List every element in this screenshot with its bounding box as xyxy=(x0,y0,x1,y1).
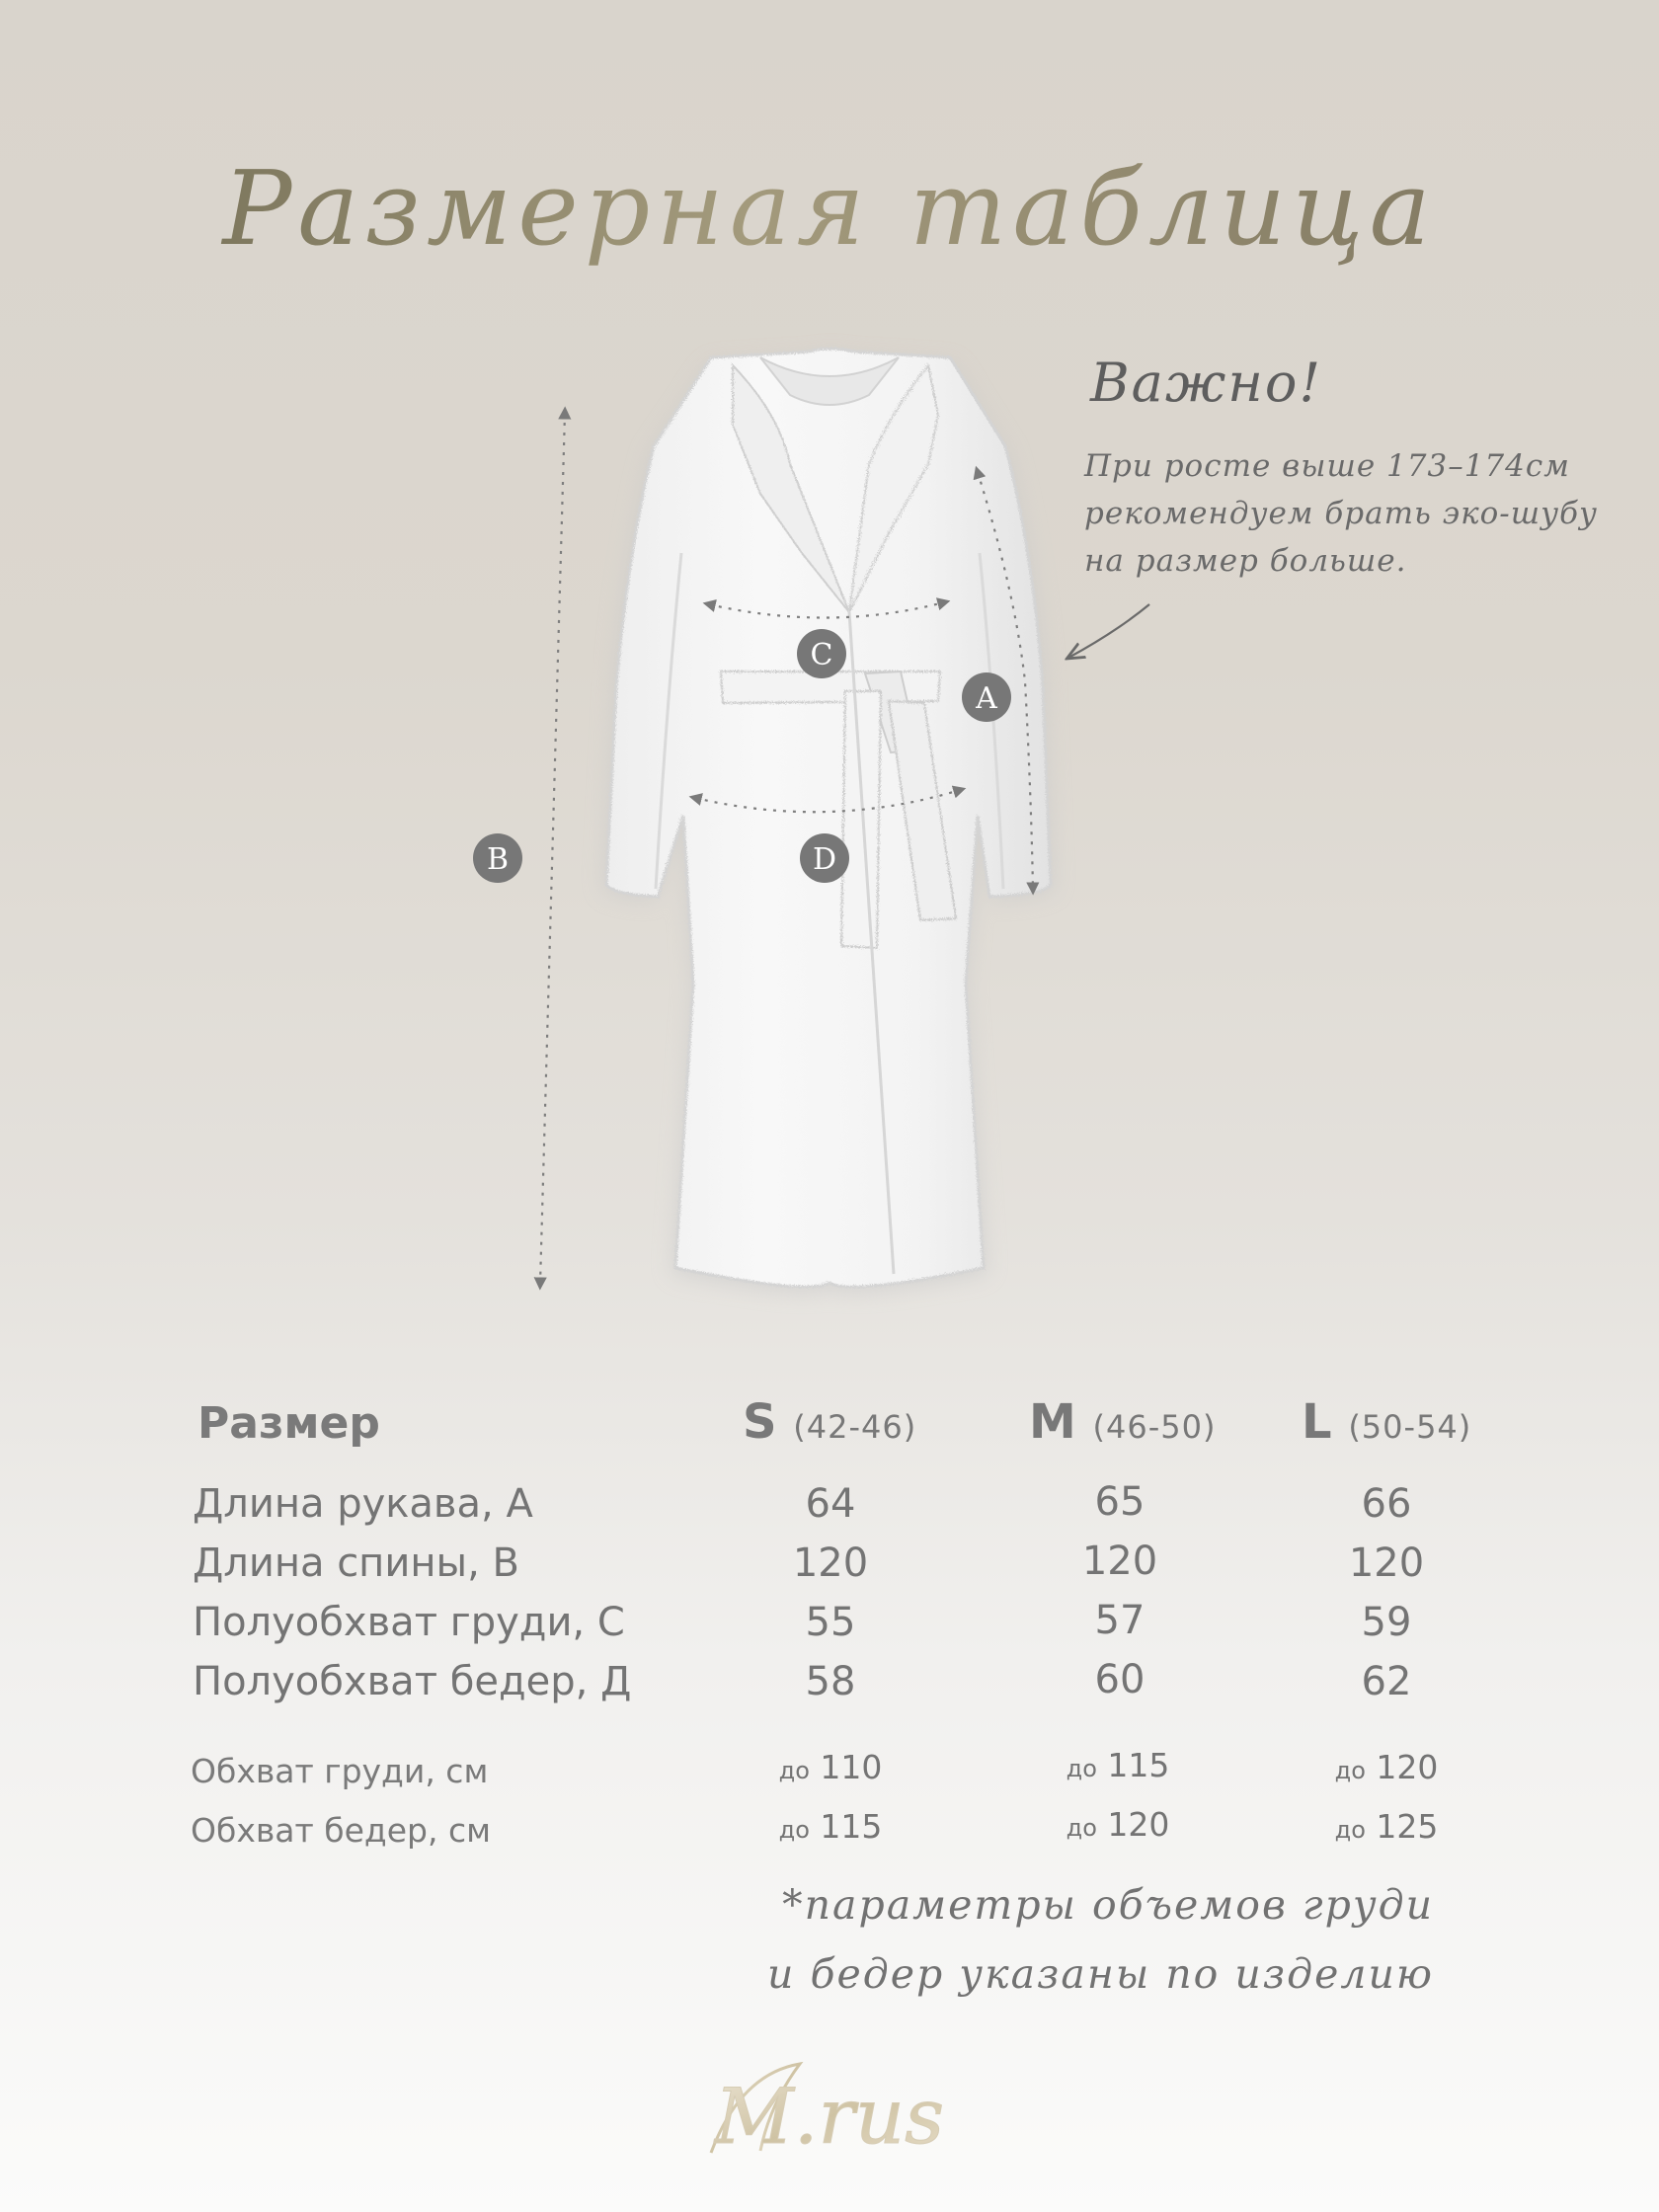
value-prefix: до xyxy=(1066,1755,1097,1782)
svg-text:C: C xyxy=(810,638,833,672)
value-m-chest: 57 xyxy=(1094,1598,1146,1643)
note-line: на размер больше. xyxy=(1084,543,1407,579)
value-number: 115 xyxy=(820,1807,883,1846)
note-arrow xyxy=(1068,604,1149,658)
footnote-line: и бедер указаны по изделию xyxy=(767,1950,1434,1998)
note-text xyxy=(1084,442,1598,585)
coat-shape xyxy=(602,349,1055,1293)
column-size: L xyxy=(1302,1394,1332,1450)
column-header-s xyxy=(743,1394,916,1450)
size-header-label: Размер xyxy=(198,1398,380,1449)
marker-c xyxy=(797,629,846,678)
brand-logo-text: M.rus xyxy=(714,2073,945,2162)
row-label-back-length: Длина спины, В xyxy=(193,1540,519,1586)
value-l-hip-girth xyxy=(1268,1807,1505,1846)
note-line: При росте выше 173–174см xyxy=(1084,448,1570,484)
svg-text:D: D xyxy=(812,842,837,877)
marker-b xyxy=(473,833,522,883)
page-title: Размерная таблица xyxy=(0,148,1659,269)
value-prefix: до xyxy=(778,1816,810,1844)
value-prefix: до xyxy=(1334,1757,1366,1784)
value-s-sleeve: 64 xyxy=(805,1481,856,1527)
column-range: (42-46) xyxy=(793,1408,917,1446)
brand-logo xyxy=(681,2034,978,2182)
value-s-hip-girth xyxy=(712,1807,949,1846)
value-l-chest-girth xyxy=(1268,1748,1505,1786)
value-l-chest: 59 xyxy=(1361,1600,1412,1645)
footnote-line: *параметры объемов груди xyxy=(782,1881,1434,1929)
row-label-half-hip: Полуобхват бедер, Д xyxy=(193,1659,632,1704)
row-label-chest-girth: Обхват груди, см xyxy=(191,1752,489,1790)
value-number: 125 xyxy=(1376,1807,1439,1846)
value-s-chest-girth xyxy=(712,1748,949,1786)
column-size: S xyxy=(743,1394,777,1450)
svg-text:B: B xyxy=(486,842,510,877)
value-m-chest-girth xyxy=(999,1746,1236,1784)
row-label-hip-girth: Обхват бедер, см xyxy=(191,1811,491,1850)
svg-text:A: A xyxy=(976,681,997,716)
value-prefix: до xyxy=(778,1757,810,1784)
marker-a xyxy=(962,672,1011,722)
value-l-back: 120 xyxy=(1348,1540,1425,1586)
footnote xyxy=(767,1870,1434,2009)
value-m-hip-girth xyxy=(999,1805,1236,1844)
value-s-hip: 58 xyxy=(805,1659,856,1704)
value-number: 120 xyxy=(1107,1805,1170,1844)
column-range: (50-54) xyxy=(1348,1408,1472,1446)
value-m-sleeve: 65 xyxy=(1094,1479,1146,1525)
value-m-back: 120 xyxy=(1081,1539,1158,1584)
value-number: 110 xyxy=(820,1748,883,1786)
marker-d xyxy=(800,833,849,883)
value-l-sleeve: 66 xyxy=(1361,1481,1412,1527)
value-m-hip: 60 xyxy=(1094,1657,1146,1702)
note-heading: Важно! xyxy=(1090,352,1323,414)
row-label-sleeve-length: Длина рукава, А xyxy=(193,1481,533,1527)
value-s-back: 120 xyxy=(792,1540,869,1586)
note-line: рекомендуем брать эко-шубу xyxy=(1084,496,1599,531)
value-s-chest: 55 xyxy=(805,1600,856,1645)
column-header-l xyxy=(1302,1394,1471,1450)
value-prefix: до xyxy=(1334,1816,1366,1844)
row-label-half-chest: Полуобхват груди, С xyxy=(193,1600,625,1645)
value-number: 120 xyxy=(1376,1748,1439,1786)
value-prefix: до xyxy=(1066,1814,1097,1842)
column-size: M xyxy=(1029,1394,1076,1450)
back-length-guide xyxy=(540,413,565,1284)
value-number: 115 xyxy=(1107,1746,1170,1784)
column-range: (46-50) xyxy=(1092,1408,1217,1446)
column-header-m xyxy=(1029,1394,1216,1450)
size-table xyxy=(0,1382,1659,1876)
value-l-hip: 62 xyxy=(1361,1659,1412,1704)
